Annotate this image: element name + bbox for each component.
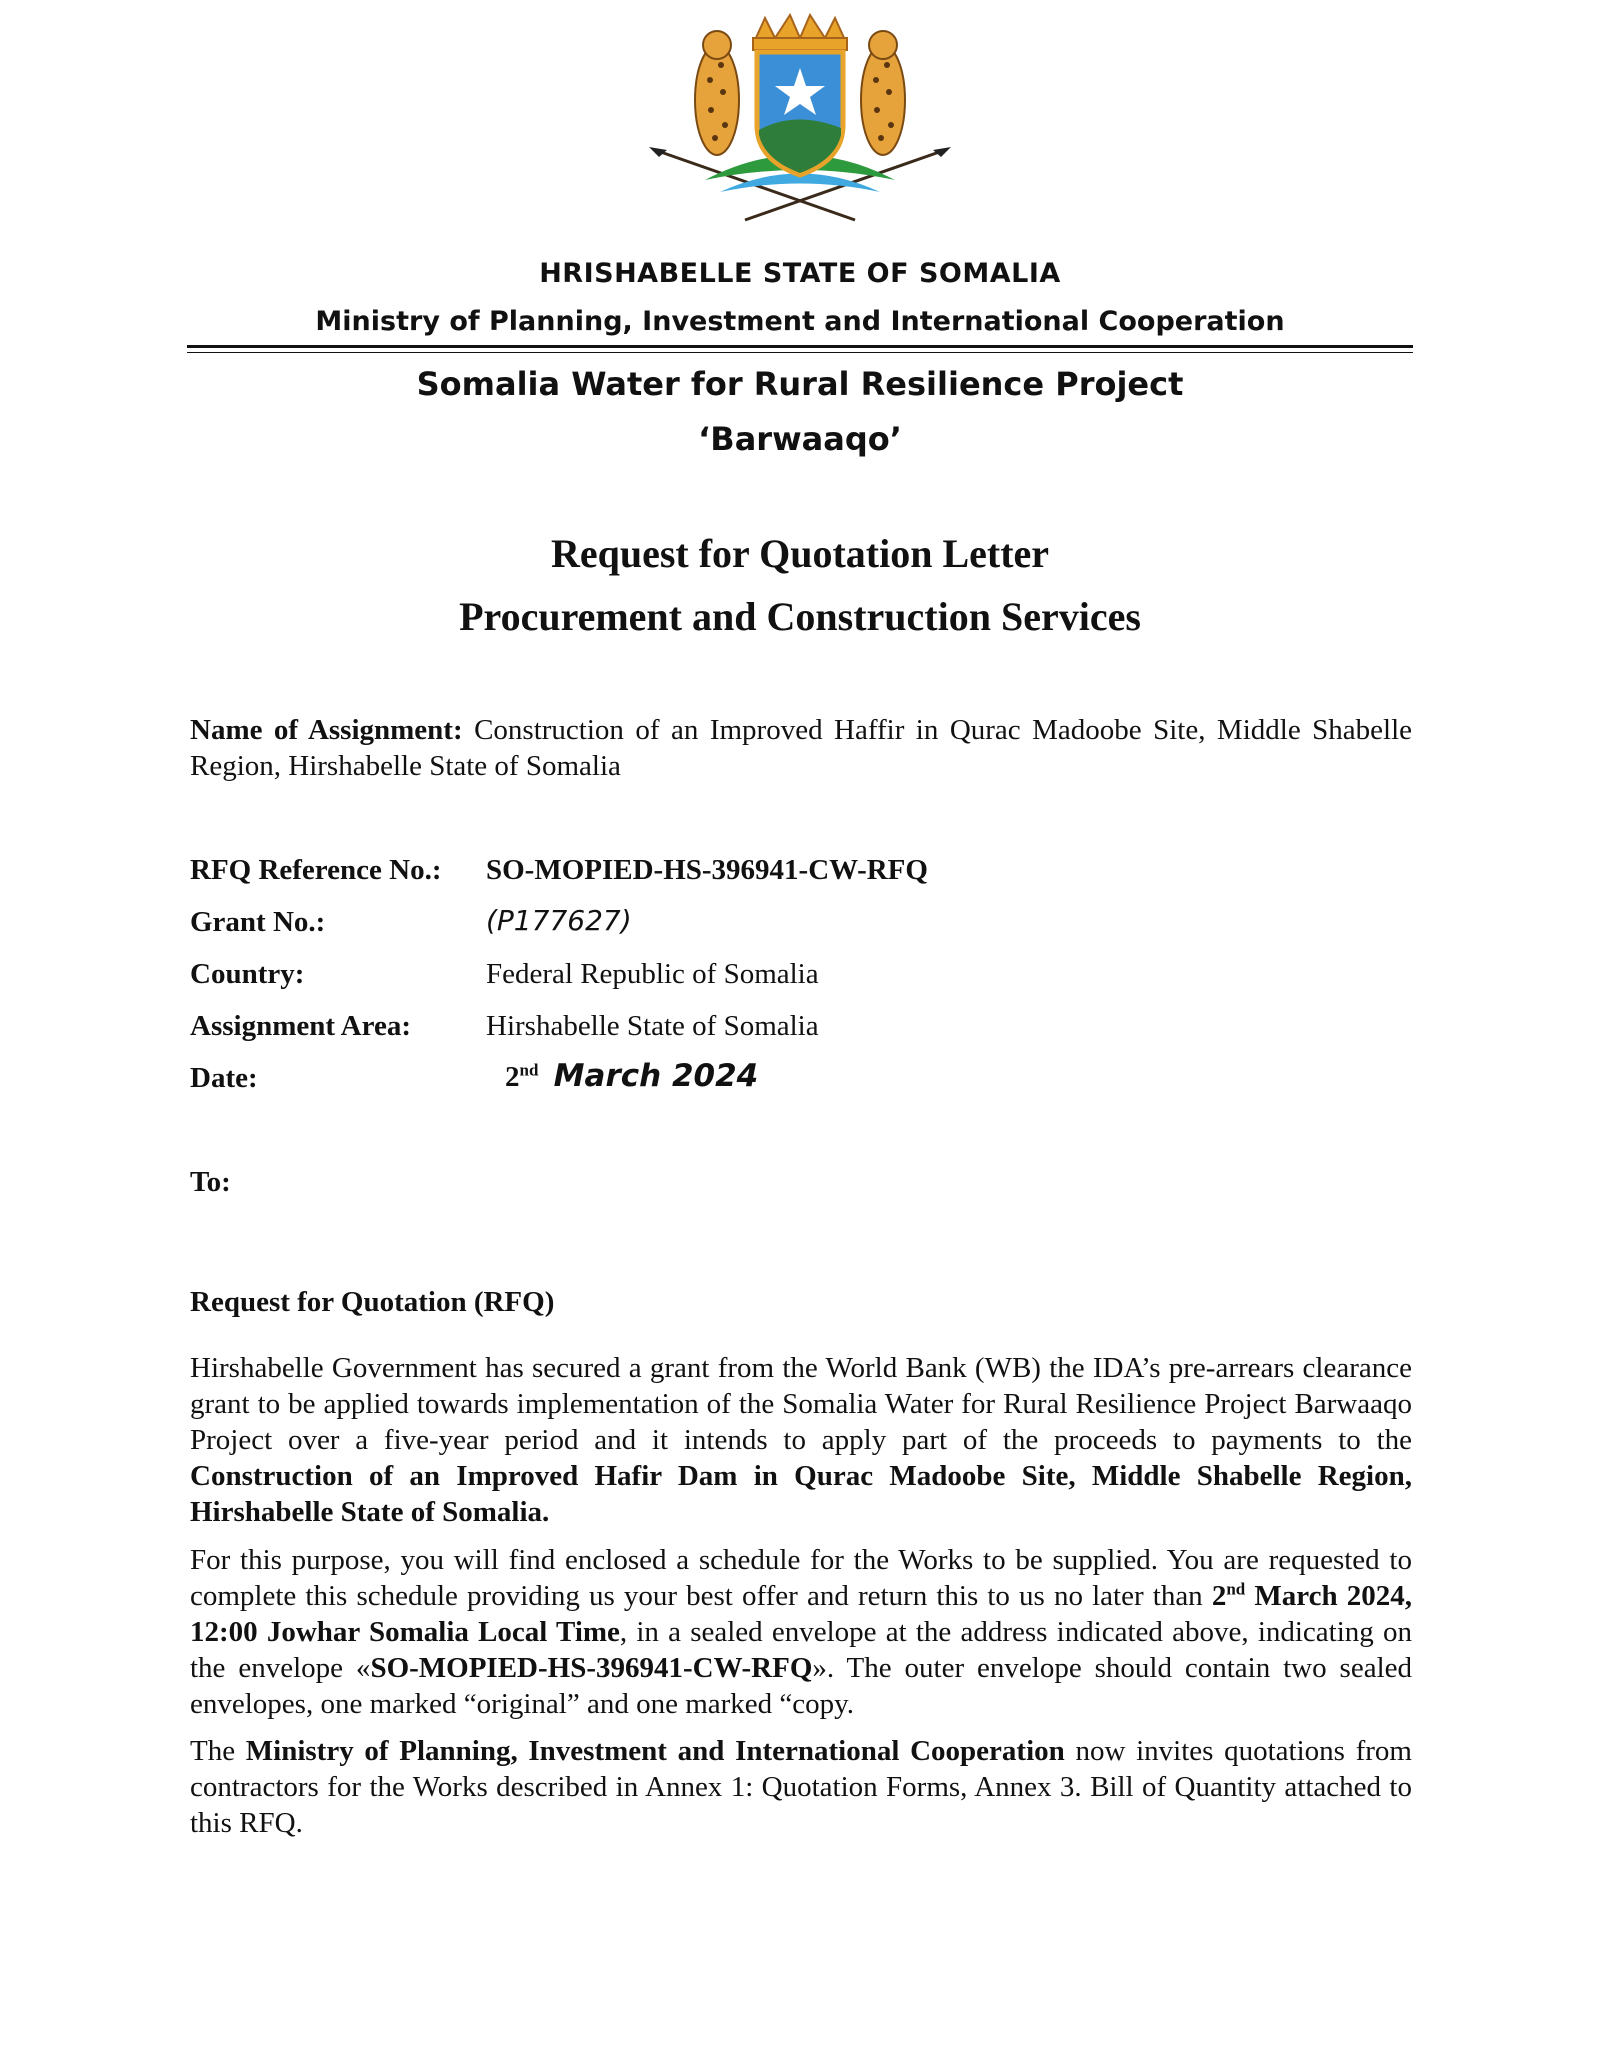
document-subtitle: Procurement and Construction Services (459, 594, 1141, 639)
assignment-value: Construction of an Improved Haffir in Qurac Madoobe Site, Middle Shabelle Region, Hirshabelle State of Somalia (190, 714, 1413, 782)
rfq-ref-label: RFQ Reference No.: (190, 854, 442, 886)
area-label: Assignment Area: (190, 1010, 411, 1042)
country-label: Country: (190, 958, 305, 990)
date-suffix: nd (519, 1060, 539, 1080)
grant-value: (P177627) (486, 904, 632, 937)
date-month-year: March 2024 (553, 1058, 759, 1094)
rfq-heading: Request for Quotation (RFQ) (190, 1286, 555, 1318)
paragraph-purpose-text-c: ». The outer envelope should contain two sealed envelopes, one marked “original” and one marked “copy. (190, 1652, 1412, 1720)
state-title: HRISHABELLE STATE OF SOMALIA (539, 258, 1061, 289)
paragraph-grant (190, 1350, 1412, 1530)
envelope-reference: SO-MOPIED-HS-396941-CW-RFQ (370, 1652, 813, 1684)
header-divider (187, 345, 1413, 348)
paragraph-purpose (190, 1542, 1412, 1722)
paragraph-purpose-text-a: For this purpose, you will find enclosed a schedule for the Works to be supplied. You are requested to complete this schedule providing us your best offer and return this to us no later than (190, 1544, 1412, 1612)
project-title: Somalia Water for Rural Resilience Project (416, 365, 1184, 403)
document-title: Request for Quotation Letter (550, 531, 1050, 576)
paragraph-invitation-text-b: now invites quotations from contractors for the Works described in Annex 1: Quotation Forms, Annex 3. Bill of Quantity attached to this RFQ. (190, 1735, 1412, 1839)
date-day: 2 (505, 1061, 520, 1093)
coat-of-arms-emblem (645, 10, 955, 230)
ministry-title: Ministry of Planning, Investment and International Cooperation (315, 306, 1285, 337)
project-name: ‘Barwaaqo’ (698, 420, 902, 458)
rfq-ref-value: SO-MOPIED-HS-396941-CW-RFQ (486, 854, 928, 886)
area-value: Hirshabelle State of Somalia (486, 1010, 819, 1042)
date-label: Date: (190, 1062, 258, 1094)
paragraph-purpose-text-b: , in a sealed envelope at the address indicated above, indicating on the envelope « (190, 1616, 1412, 1684)
paragraph-invitation-ministry: Ministry of Planning, Investment and International Cooperation (245, 1735, 1065, 1767)
deadline-day: 2 (1211, 1580, 1227, 1612)
to-label: To: (190, 1166, 231, 1198)
assignment-paragraph (190, 712, 1412, 784)
deadline-suffix: nd (1226, 1579, 1246, 1599)
grant-label: Grant No.: (190, 906, 326, 938)
country-value: Federal Republic of Somalia (486, 958, 819, 990)
paragraph-grant-text: Hirshabelle Government has secured a grant from the World Bank (WB) the IDA’s pre-arrears clearance grant to be applied towards implementation of the Somalia Water for Rural Resilience Project Barwaaqo Project over a five-year period and it intends to apply part of the proceeds to payments to the (190, 1352, 1412, 1456)
header-divider-thin (187, 352, 1413, 353)
paragraph-invitation-text-a: The (190, 1735, 246, 1767)
paragraph-invitation (190, 1733, 1412, 1841)
paragraph-grant-bold: Construction of an Improved Hafir Dam in Qurac Madoobe Site, Middle Shabelle Region, Hirshabelle State of Somalia. (190, 1460, 1412, 1528)
assignment-label: Name of Assignment: (190, 714, 463, 746)
deadline-text: March 2024, 12:00 Jowhar Somalia Local Time (190, 1580, 1412, 1648)
date-value (505, 1058, 758, 1094)
